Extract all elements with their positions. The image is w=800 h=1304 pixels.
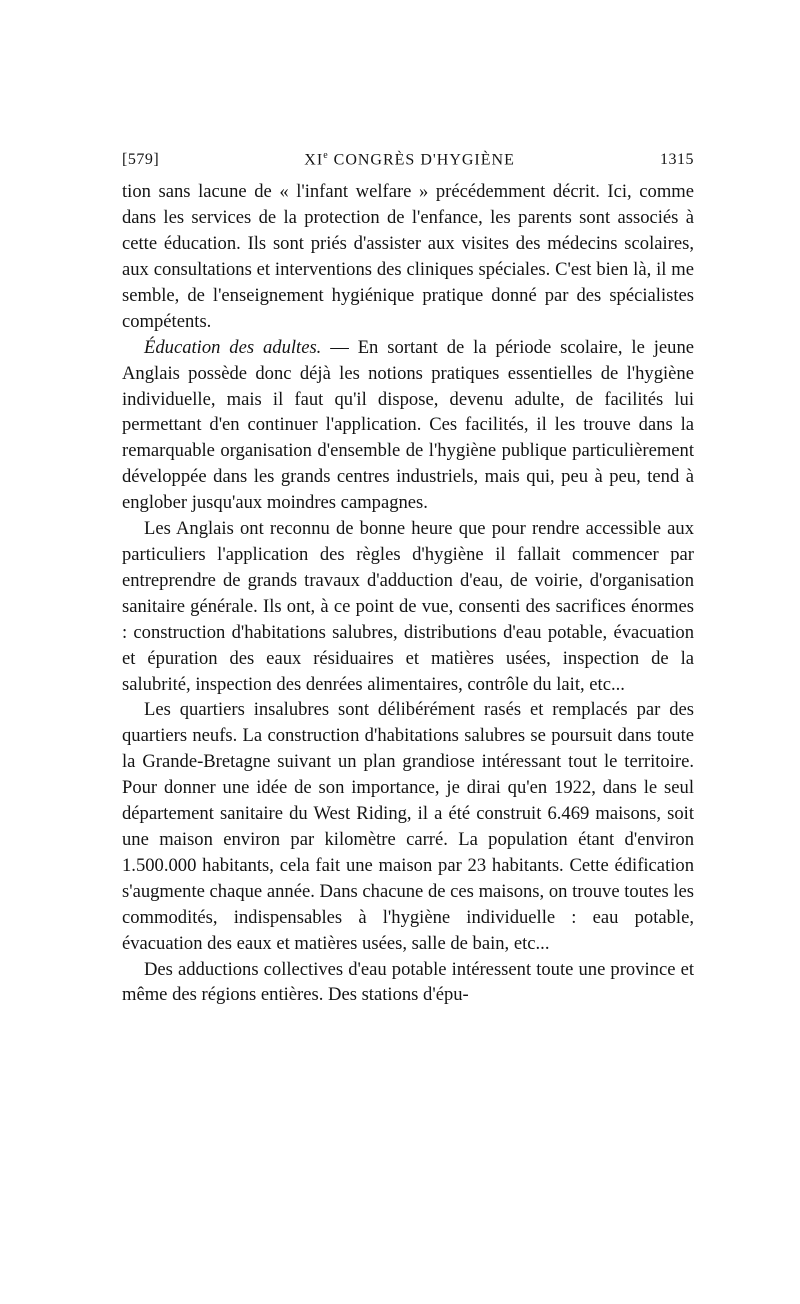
page-number: 1315	[660, 151, 694, 169]
paragraph: tion sans lacune de « l'infant welfare » précédemment décrit. Ici, comme dans les services de la protection de l'enfance, les parents sont associés à cette éducation. Ils sont priés d'assister aux visites des médecins scolaires, aux consultations et interventions des cliniques spéciales. C'est bien là, il me semble, de l'enseignement hygiénique pratique donné par des spécialistes compétents.	[122, 181, 694, 332]
paragraph: Des adductions collectives d'eau potable intéressent toute une province et même des régions entières. Des stations d'épu-	[122, 958, 694, 1006]
paragraph	[122, 335, 694, 516]
running-title	[304, 150, 515, 169]
running-title-rest: CONGRÈS D'HYGIÈNE	[328, 151, 515, 169]
running-title-sup: e	[323, 150, 329, 161]
book-page	[122, 150, 694, 1008]
paragraph-text: — En sortant de la période scolaire, le jeune Anglais possède donc déjà les notions pratiques essentielles de l'hygiène individuelle, mais il faut qu'il dispose, devenu adulte, de facilités lui permettant d'en continuer l'application. Ces facilités, il les trouve dans la remarquable organisation d'ensemble de l'hygiène publique particulièrement développée dans les grands centres industriels, mais qui, peu à peu, tend à englober jusqu'aux moindres campagnes.	[122, 336, 695, 514]
paragraph: Les quartiers insalubres sont délibérément rasés et remplacés par des quartiers neufs. La construction d'habitations salubres se poursuit dans toute la Grande-Bretagne suivant un plan grandiose intéressant tout le territoire. Pour donner une idée de son importance, je dirai qu'en 1922, dans le seul département sanitaire du West Riding, il a été construit 6.469 maisons, soit une maison environ par kilomètre carré. La population étant d'environ 1.500.000 habitants, cela fait une maison par 23 habitants. Cette édification s'augmente chaque année. Dans chacune de ces maisons, on trouve toutes les commodités, indispensables à l'hygiène individuelle : eau potable, évacuation des eaux et matières usées, salle de bain, etc...	[122, 699, 694, 954]
section-heading: Éducation des adultes.	[144, 336, 322, 358]
body-text	[122, 179, 694, 1008]
paragraph: Les Anglais ont reconnu de bonne heure que pour rendre accessible aux particuliers l'application des règles d'hygiène il fallait commencer par entreprendre de grands travaux d'adduction d'eau, de voirie, d'organisation sanitaire générale. Ils ont, à ce point de vue, consenti des sacrifices énormes : construction d'habitations salubres, distributions d'eau potable, évacuation et épuration des eaux résiduaires et matières usées, inspection de la salubrité, inspection des denrées alimentaires, contrôle du lait, etc...	[122, 518, 694, 695]
running-title-prefix: XI	[304, 151, 324, 169]
page-reference: [579]	[122, 151, 160, 169]
running-head	[122, 150, 694, 169]
